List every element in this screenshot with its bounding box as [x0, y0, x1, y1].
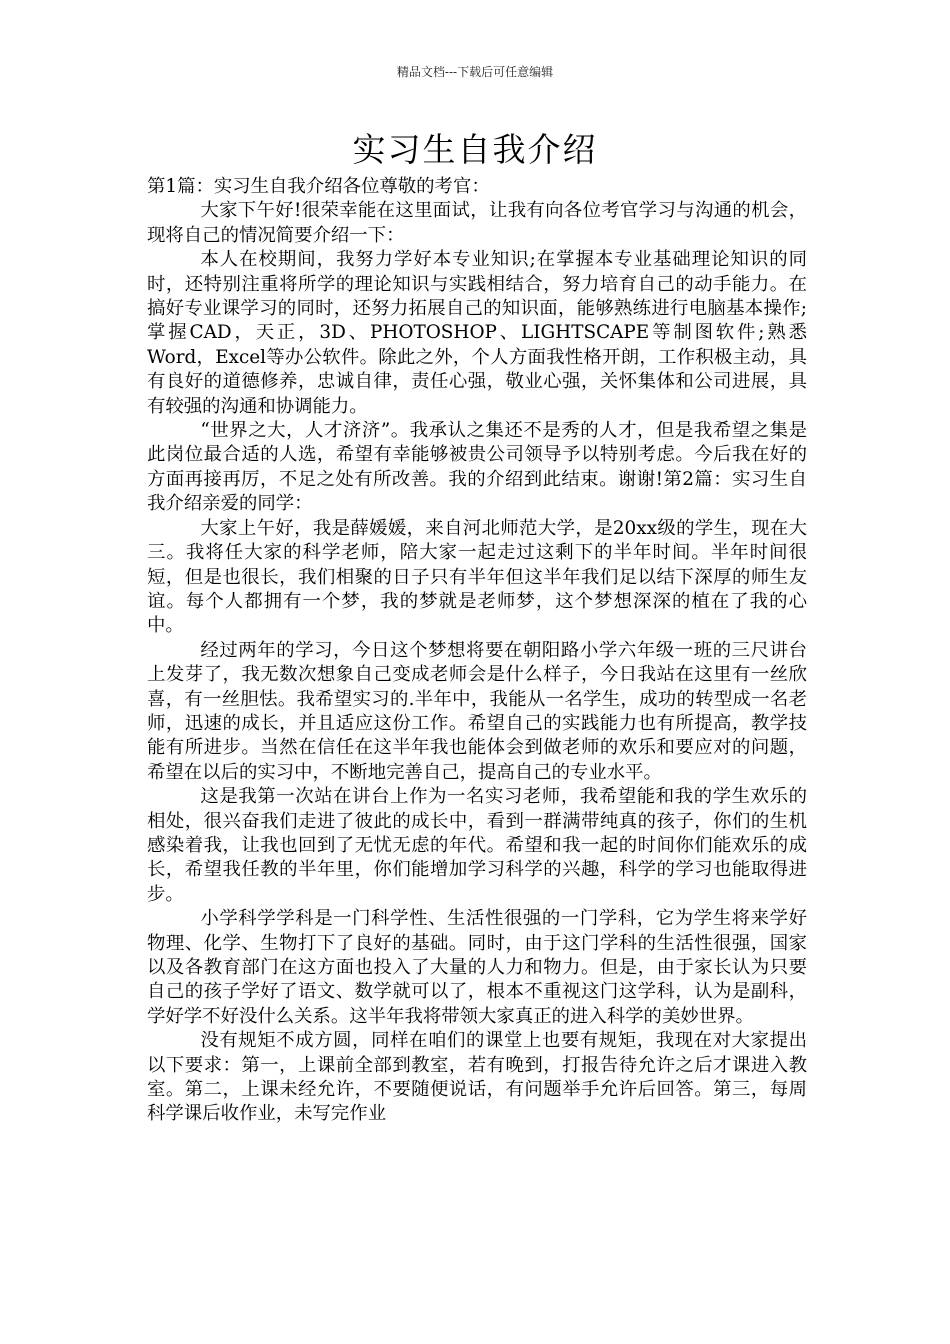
- page-header: 精品文档---下载后可任意编辑: [396, 65, 554, 79]
- paragraph: 没有规矩不成方圆，同样在咱们的课堂上也要有规矩，我现在对大家提出以下要求：第一，上课前全部到教室，若有晚到，打报告待允许之后才课进入教室。第二，上课未经允许，不要随便说话，有问题举手允许后回答。第三，每周科学课后收作业，未写完作业: [147, 1030, 807, 1125]
- paragraph: 小学科学学科是一门科学性、生活性很强的一门学科，它为学生将来学好物理、化学、生物打下了良好的基础。同时，由于这门学科的生活性很强，国家以及各教育部门在这方面也投入了大量的人力和物力。但是，由于家长认为只要自己的孩子学好了语文、数学就可以了，根本不重视这门这学科，认为是副科，学好学不好没什么关系。这半年我将带领大家真正的进入科学的美妙世界。: [147, 908, 807, 1027]
- paragraph: 大家下午好!很荣幸能在这里面试，让我有向各位考官学习与沟通的机会，现将自己的情况简要介绍一下：: [147, 200, 807, 246]
- paragraph: 本人在校期间，我努力学好本专业知识;在掌握本专业基础理论知识的同时，还特别注重将所学的理论知识与实践相结合，努力培育自己的动手能力。在搞好专业课学习的同时，还努力拓展自己的知识面，能够熟练进行电脑基本操作;掌握CAD，天正，3D、PHOTOSHOP、LIGHTSCAPE等制图软件;熟悉Word，Excel等办公软件。除此之外，个人方面我性格开朗，工作积极主动，具有良好的道德修养，忠诚自律，责任心强，敬业心强，关怀集体和公司进展，具有较强的沟通和协调能力。: [147, 249, 807, 417]
- document-body: [147, 175, 807, 1127]
- document-title: 实习生自我介绍: [352, 130, 598, 169]
- paragraph: 大家上午好，我是薛媛媛，来自河北师范大学，是20xx级的学生，现在大三。我将任大家的科学老师，陪大家一起走过这剩下的半年时间。半年时间很短，但是也很长，我们相聚的日子只有半年但这半年我们足以结下深厚的师生友谊。每个人都拥有一个梦，我的梦就是老师梦，这个梦想深深的植在了我的心中。: [147, 517, 807, 637]
- paragraph: 经过两年的学习，今日这个梦想将要在朝阳路小学六年级一班的三尺讲台上发芽了，我无数次想象自己变成老师会是什么样子，今日我站在这里有一丝欣喜，有一丝胆怯。我希望实习的.半年中，我能从一名学生，成功的转型成一名老师，迅速的成长，并且适应这份工作。希望自己的实践能力也有所提高，教学技能有所进步。当然在信任在这半年我也能体会到做老师的欢乐和要应对的问题，希望在以后的实习中，不断地完善自己，提高自己的专业水平。: [147, 639, 807, 783]
- paragraph: “世界之大，人才济济”。我承认之集还不是秀的人才，但是我希望之集是此岗位最合适的人选，希望有幸能够被贵公司领导予以特别考虑。今后我在好的方面再接再厉，不足之处有所改善。我的介绍到此结束。谢谢!第2篇：实习生自我介绍亲爱的同学：: [147, 420, 807, 515]
- paragraph: 这是我第一次站在讲台上作为一名实习老师，我希望能和我的学生欢乐的相处，很兴奋我们走进了彼此的成长中，看到一群满带纯真的孩子，你们的生机感染着我，让我也回到了无忧无虑的年代。希望和我一起的时间你们能欢乐的成长，希望我任教的半年里，你们能增加学习科学的兴趣，科学的学习也能取得进步。: [147, 786, 807, 905]
- paragraph: 第1篇：实习生自我介绍各位尊敬的考官：: [147, 176, 490, 197]
